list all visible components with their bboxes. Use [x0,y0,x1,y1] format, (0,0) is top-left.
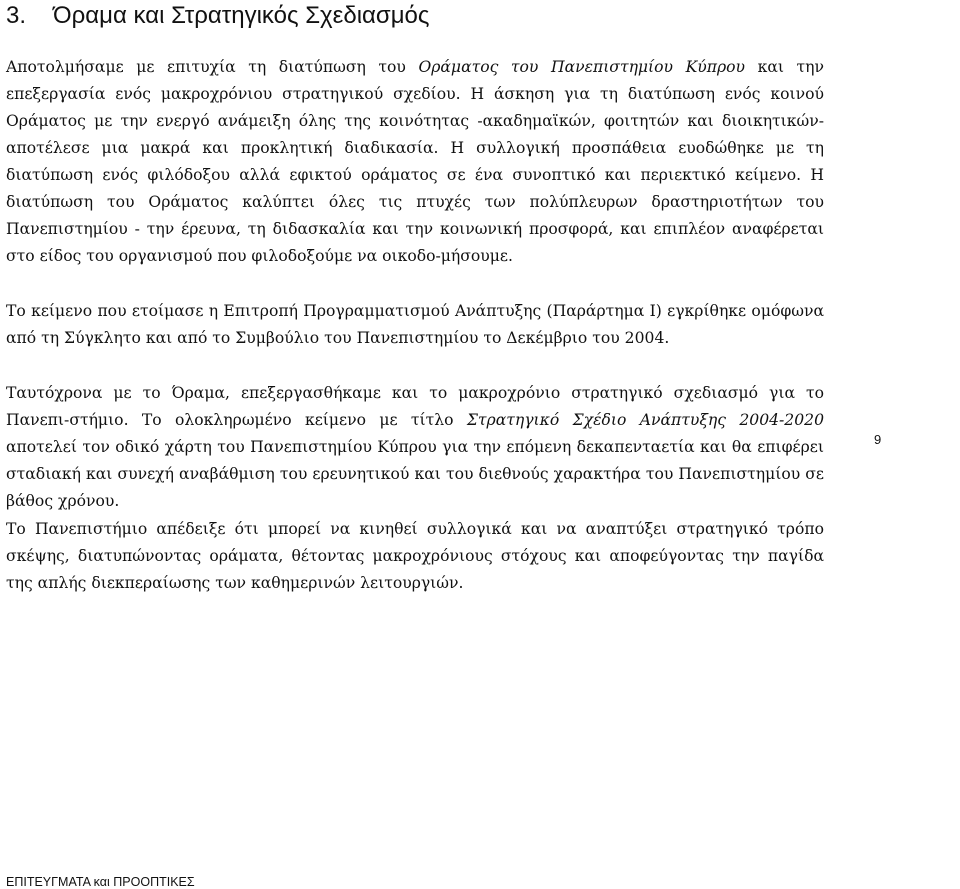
paragraph-vision [6,54,824,270]
section-heading [6,2,429,30]
paragraph-italic-title: Στρατηγικό Σχέδιο Ανάπτυξης 2004-2020 [466,411,824,429]
paragraph-italic-title: Οράματος του Πανεπιστημίου Κύπρου [418,58,746,76]
paragraph-text: Ταυτόχρονα με το Όραμα, επεξεργασθήκαμε και το μακροχρόνιο στρατηγικό σχεδιασμό για το Πανεπι-στήμιο. Το ολοκληρωμένο κείμενο με τίτλο [6,384,824,429]
paragraph-approval [6,298,824,352]
paragraph-collective-thinking [6,516,824,597]
section-number: 3. [6,2,27,29]
paragraph-text: Αποτολμήσαμε με επιτυχία τη διατύπωση του [6,58,419,76]
paragraph-text: Το κείμενο που ετοίμασε η Επιτροπή Προγραμματισμού Ανάπτυξης (Παράρτημα Ι) εγκρίθηκε ομόφωνα από τη Σύγκλητο και από το Συμβούλιο του Πανεπιστημίου το Δεκέμβριο του 2004. [6,302,824,347]
footer-title: ΕΠΙΤΕΥΓΜΑΤΑ και ΠΡΟΟΠΤΙΚΕΣ [6,875,195,889]
paragraph-strategic-plan [6,380,824,515]
paragraph-text: Το Πανεπιστήμιο απέδειξε ότι μπορεί να κινηθεί συλλογικά και να αναπτύξει στρατηγικό τρόπο σκέψης, διατυπώνοντας οράματα, θέτοντας μακροχρόνιους στόχους και αποφεύγοντας την παγίδα της απλής διεκπεραίωσης των καθημερινών λειτουργιών. [6,520,824,592]
section-title: Όραμα και Στρατηγικός Σχεδιασμός [53,2,430,29]
paragraph-text: αποτελεί τον οδικό χάρτη του Πανεπιστημίου Κύπρου για την επόμενη δεκαπενταετία και θα επιφέρει σταδιακή και συνεχή αναβάθμιση του ερευνητικού και του διεθνούς χαρακτήρα του Πανεπιστημίου σε βάθος χρόνου. [6,438,824,510]
paragraph-text: και την επεξεργασία ενός μακροχρόνιου στρατηγικού σχεδίου. Η άσκηση για τη διατύπωση ενός κοινού Οράματος με την ενεργό ανάμειξη όλης της κοινότητας -ακαδημαϊκών, φοιτητών και διοικητικών- αποτέλεσε μια μακρά και προκλητική διαδικασία. Η συλλογική προσπάθεια ευοδώθηκε με τη διατύπωση ενός φιλόδοξου αλλά εφικτού οράματος σε ένα συνοπτικό και περιεκτικό κείμενο. Η διατύπωση του Οράματος καλύπτει όλες τις πτυχές των πολύπλευρων δραστηριοτήτων του Πανεπιστημίου - την έρευνα, τη διδασκαλία και την κοινωνική προσφορά, και επιπλέον αναφέρεται στο είδος του οργανισμού που φιλοδοξούμε να οικοδο-μήσουμε. [6,58,824,265]
page-number: 9 [874,432,882,447]
